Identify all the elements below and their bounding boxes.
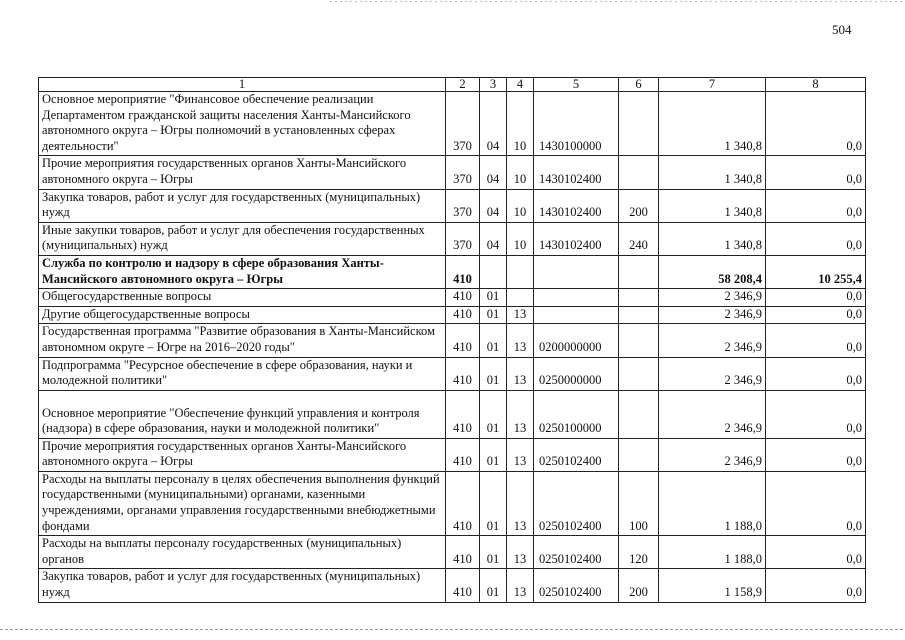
row-amount-cell: 2 346,9 bbox=[659, 357, 766, 390]
row-name-cell: Закупка товаров, работ и услуг для государственных (муниципальных) нужд bbox=[39, 189, 446, 222]
row-target-article-cell: 0250102400 bbox=[534, 438, 619, 471]
row-section-cell: 01 bbox=[480, 471, 507, 535]
row-amount-cell: 0,0 bbox=[766, 289, 866, 307]
budget-table bbox=[38, 77, 866, 603]
row-amount-cell: 0,0 bbox=[766, 390, 866, 438]
row-name-cell: Общегосударственные вопросы bbox=[39, 289, 446, 307]
header-cell-6: 6 bbox=[619, 78, 659, 92]
row-expense-type-cell: 100 bbox=[619, 471, 659, 535]
row-target-article-cell: 0200000000 bbox=[534, 324, 619, 357]
row-subsection-cell: 13 bbox=[507, 324, 534, 357]
row-name-cell: Закупка товаров, работ и услуг для государственных (муниципальных) нужд bbox=[39, 569, 446, 602]
row-amount-cell: 2 346,9 bbox=[659, 306, 766, 324]
row-name-cell: Расходы на выплаты персоналу государственных (муниципальных) органов bbox=[39, 536, 446, 569]
row-subsection-cell: 13 bbox=[507, 536, 534, 569]
row-code-cell: 410 bbox=[446, 357, 480, 390]
scan-edge-top bbox=[330, 1, 905, 2]
row-section-cell: 01 bbox=[480, 357, 507, 390]
row-name-cell: Подпрограмма "Ресурсное обеспечение в сфере образования, науки и молодежной политики" bbox=[39, 357, 446, 390]
row-amount-cell: 1 188,0 bbox=[659, 536, 766, 569]
row-subsection-cell: 10 bbox=[507, 222, 534, 255]
row-target-article-cell: 0250102400 bbox=[534, 536, 619, 569]
row-amount-cell: 0,0 bbox=[766, 92, 866, 156]
scan-edge-bottom bbox=[0, 629, 905, 630]
table-row bbox=[39, 569, 866, 602]
row-code-cell: 370 bbox=[446, 156, 480, 189]
row-amount-cell: 1 340,8 bbox=[659, 156, 766, 189]
row-amount-cell: 0,0 bbox=[766, 569, 866, 602]
row-subsection-cell bbox=[507, 255, 534, 288]
table-row bbox=[39, 357, 866, 390]
row-code-cell: 410 bbox=[446, 324, 480, 357]
row-name-cell: Иные закупки товаров, работ и услуг для обеспечения государственных (муниципальных) нужд bbox=[39, 222, 446, 255]
row-code-cell: 410 bbox=[446, 306, 480, 324]
row-name-cell: Государственная программа "Развитие образования в Ханты-Мансийском автономном округе – Югре на 2016–2020 годы" bbox=[39, 324, 446, 357]
row-expense-type-cell bbox=[619, 357, 659, 390]
table-row bbox=[39, 306, 866, 324]
row-expense-type-cell: 200 bbox=[619, 189, 659, 222]
row-target-article-cell: 0250102400 bbox=[534, 569, 619, 602]
row-subsection-cell: 13 bbox=[507, 438, 534, 471]
row-target-article-cell: 0250102400 bbox=[534, 471, 619, 535]
row-code-cell: 410 bbox=[446, 471, 480, 535]
row-amount-cell: 0,0 bbox=[766, 471, 866, 535]
header-cell-1: 1 bbox=[39, 78, 446, 92]
row-name-cell: Расходы на выплаты персоналу в целях обеспечения выполнения функций государственными (муниципальными) органами, казенными учреждениями, органами управления государственными внебюджетными фондами bbox=[39, 471, 446, 535]
row-section-cell: 01 bbox=[480, 306, 507, 324]
row-section-cell: 01 bbox=[480, 536, 507, 569]
row-expense-type-cell bbox=[619, 92, 659, 156]
row-name-cell: Основное мероприятие "Финансовое обеспечение реализации Департаментом гражданской защиты населения Ханты-Мансийского автономного округа – Югры полномочий в установленных сферах деятельности" bbox=[39, 92, 446, 156]
table-row bbox=[39, 156, 866, 189]
row-subsection-cell: 13 bbox=[507, 357, 534, 390]
table-row bbox=[39, 471, 866, 535]
page-number: 504 bbox=[832, 22, 852, 37]
table-row bbox=[39, 222, 866, 255]
row-expense-type-cell bbox=[619, 390, 659, 438]
row-section-cell: 04 bbox=[480, 92, 507, 156]
row-amount-cell: 0,0 bbox=[766, 536, 866, 569]
row-amount-cell: 0,0 bbox=[766, 156, 866, 189]
row-code-cell: 410 bbox=[446, 390, 480, 438]
header-cell-4: 4 bbox=[507, 78, 534, 92]
row-amount-cell: 2 346,9 bbox=[659, 390, 766, 438]
table-body bbox=[39, 78, 866, 603]
row-subsection-cell: 13 bbox=[507, 390, 534, 438]
row-subsection-cell: 10 bbox=[507, 189, 534, 222]
table-row bbox=[39, 189, 866, 222]
table-row bbox=[39, 324, 866, 357]
table-row bbox=[39, 92, 866, 156]
row-amount-cell: 1 340,8 bbox=[659, 222, 766, 255]
row-target-article-cell: 0250100000 bbox=[534, 390, 619, 438]
row-name-cell: Прочие мероприятия государственных органов Ханты-Мансийского автономного округа – Югры bbox=[39, 438, 446, 471]
header-row bbox=[39, 78, 866, 92]
table-row bbox=[39, 390, 866, 438]
row-amount-cell: 2 346,9 bbox=[659, 289, 766, 307]
row-expense-type-cell: 120 bbox=[619, 536, 659, 569]
row-section-cell: 04 bbox=[480, 222, 507, 255]
row-name-cell: Прочие мероприятия государственных органов Ханты-Мансийского автономного округа – Югры bbox=[39, 156, 446, 189]
row-subsection-cell: 10 bbox=[507, 92, 534, 156]
row-section-cell: 04 bbox=[480, 189, 507, 222]
header-cell-2: 2 bbox=[446, 78, 480, 92]
row-section-cell: 01 bbox=[480, 324, 507, 357]
row-target-article-cell bbox=[534, 289, 619, 307]
row-name-cell: Основное мероприятие "Обеспечение функций управления и контроля (надзора) в сфере образования, науки и молодежной политики" bbox=[39, 390, 446, 438]
header-cell-5: 5 bbox=[534, 78, 619, 92]
row-code-cell: 370 bbox=[446, 92, 480, 156]
row-expense-type-cell bbox=[619, 289, 659, 307]
row-code-cell: 410 bbox=[446, 569, 480, 602]
row-amount-cell: 0,0 bbox=[766, 189, 866, 222]
row-section-cell: 04 bbox=[480, 156, 507, 189]
header-cell-8: 8 bbox=[766, 78, 866, 92]
table-row bbox=[39, 438, 866, 471]
table-row bbox=[39, 255, 866, 288]
row-expense-type-cell: 200 bbox=[619, 569, 659, 602]
row-expense-type-cell bbox=[619, 156, 659, 189]
row-subsection-cell: 10 bbox=[507, 156, 534, 189]
row-amount-cell: 1 340,8 bbox=[659, 189, 766, 222]
table-row bbox=[39, 289, 866, 307]
row-name-cell: Другие общегосударственные вопросы bbox=[39, 306, 446, 324]
row-amount-cell: 0,0 bbox=[766, 222, 866, 255]
row-code-cell: 410 bbox=[446, 536, 480, 569]
row-subsection-cell bbox=[507, 289, 534, 307]
header-cell-7: 7 bbox=[659, 78, 766, 92]
row-subsection-cell: 13 bbox=[507, 306, 534, 324]
row-target-article-cell bbox=[534, 255, 619, 288]
row-amount-cell: 2 346,9 bbox=[659, 438, 766, 471]
row-code-cell: 410 bbox=[446, 438, 480, 471]
table-row bbox=[39, 536, 866, 569]
row-code-cell: 370 bbox=[446, 222, 480, 255]
row-subsection-cell: 13 bbox=[507, 471, 534, 535]
row-amount-cell: 58 208,4 bbox=[659, 255, 766, 288]
row-expense-type-cell bbox=[619, 438, 659, 471]
row-section-cell: 01 bbox=[480, 390, 507, 438]
row-code-cell: 410 bbox=[446, 289, 480, 307]
row-target-article-cell: 1430100000 bbox=[534, 92, 619, 156]
row-section-cell: 01 bbox=[480, 569, 507, 602]
row-amount-cell: 10 255,4 bbox=[766, 255, 866, 288]
row-target-article-cell: 0250000000 bbox=[534, 357, 619, 390]
row-name-cell: Служба по контролю и надзору в сфере образования Ханты-Мансийского автономного округа – Югры bbox=[39, 255, 446, 288]
row-amount-cell: 1 340,8 bbox=[659, 92, 766, 156]
row-section-cell: 01 bbox=[480, 438, 507, 471]
row-target-article-cell bbox=[534, 306, 619, 324]
row-amount-cell: 0,0 bbox=[766, 357, 866, 390]
row-code-cell: 370 bbox=[446, 189, 480, 222]
row-section-cell: 01 bbox=[480, 289, 507, 307]
row-amount-cell: 1 188,0 bbox=[659, 471, 766, 535]
row-amount-cell: 0,0 bbox=[766, 324, 866, 357]
header-cell-3: 3 bbox=[480, 78, 507, 92]
row-section-cell bbox=[480, 255, 507, 288]
row-expense-type-cell bbox=[619, 306, 659, 324]
row-amount-cell: 2 346,9 bbox=[659, 324, 766, 357]
row-code-cell: 410 bbox=[446, 255, 480, 288]
row-amount-cell: 1 158,9 bbox=[659, 569, 766, 602]
row-expense-type-cell: 240 bbox=[619, 222, 659, 255]
row-target-article-cell: 1430102400 bbox=[534, 189, 619, 222]
row-target-article-cell: 1430102400 bbox=[534, 222, 619, 255]
row-expense-type-cell bbox=[619, 324, 659, 357]
row-subsection-cell: 13 bbox=[507, 569, 534, 602]
row-target-article-cell: 1430102400 bbox=[534, 156, 619, 189]
row-amount-cell: 0,0 bbox=[766, 438, 866, 471]
row-amount-cell: 0,0 bbox=[766, 306, 866, 324]
row-expense-type-cell bbox=[619, 255, 659, 288]
